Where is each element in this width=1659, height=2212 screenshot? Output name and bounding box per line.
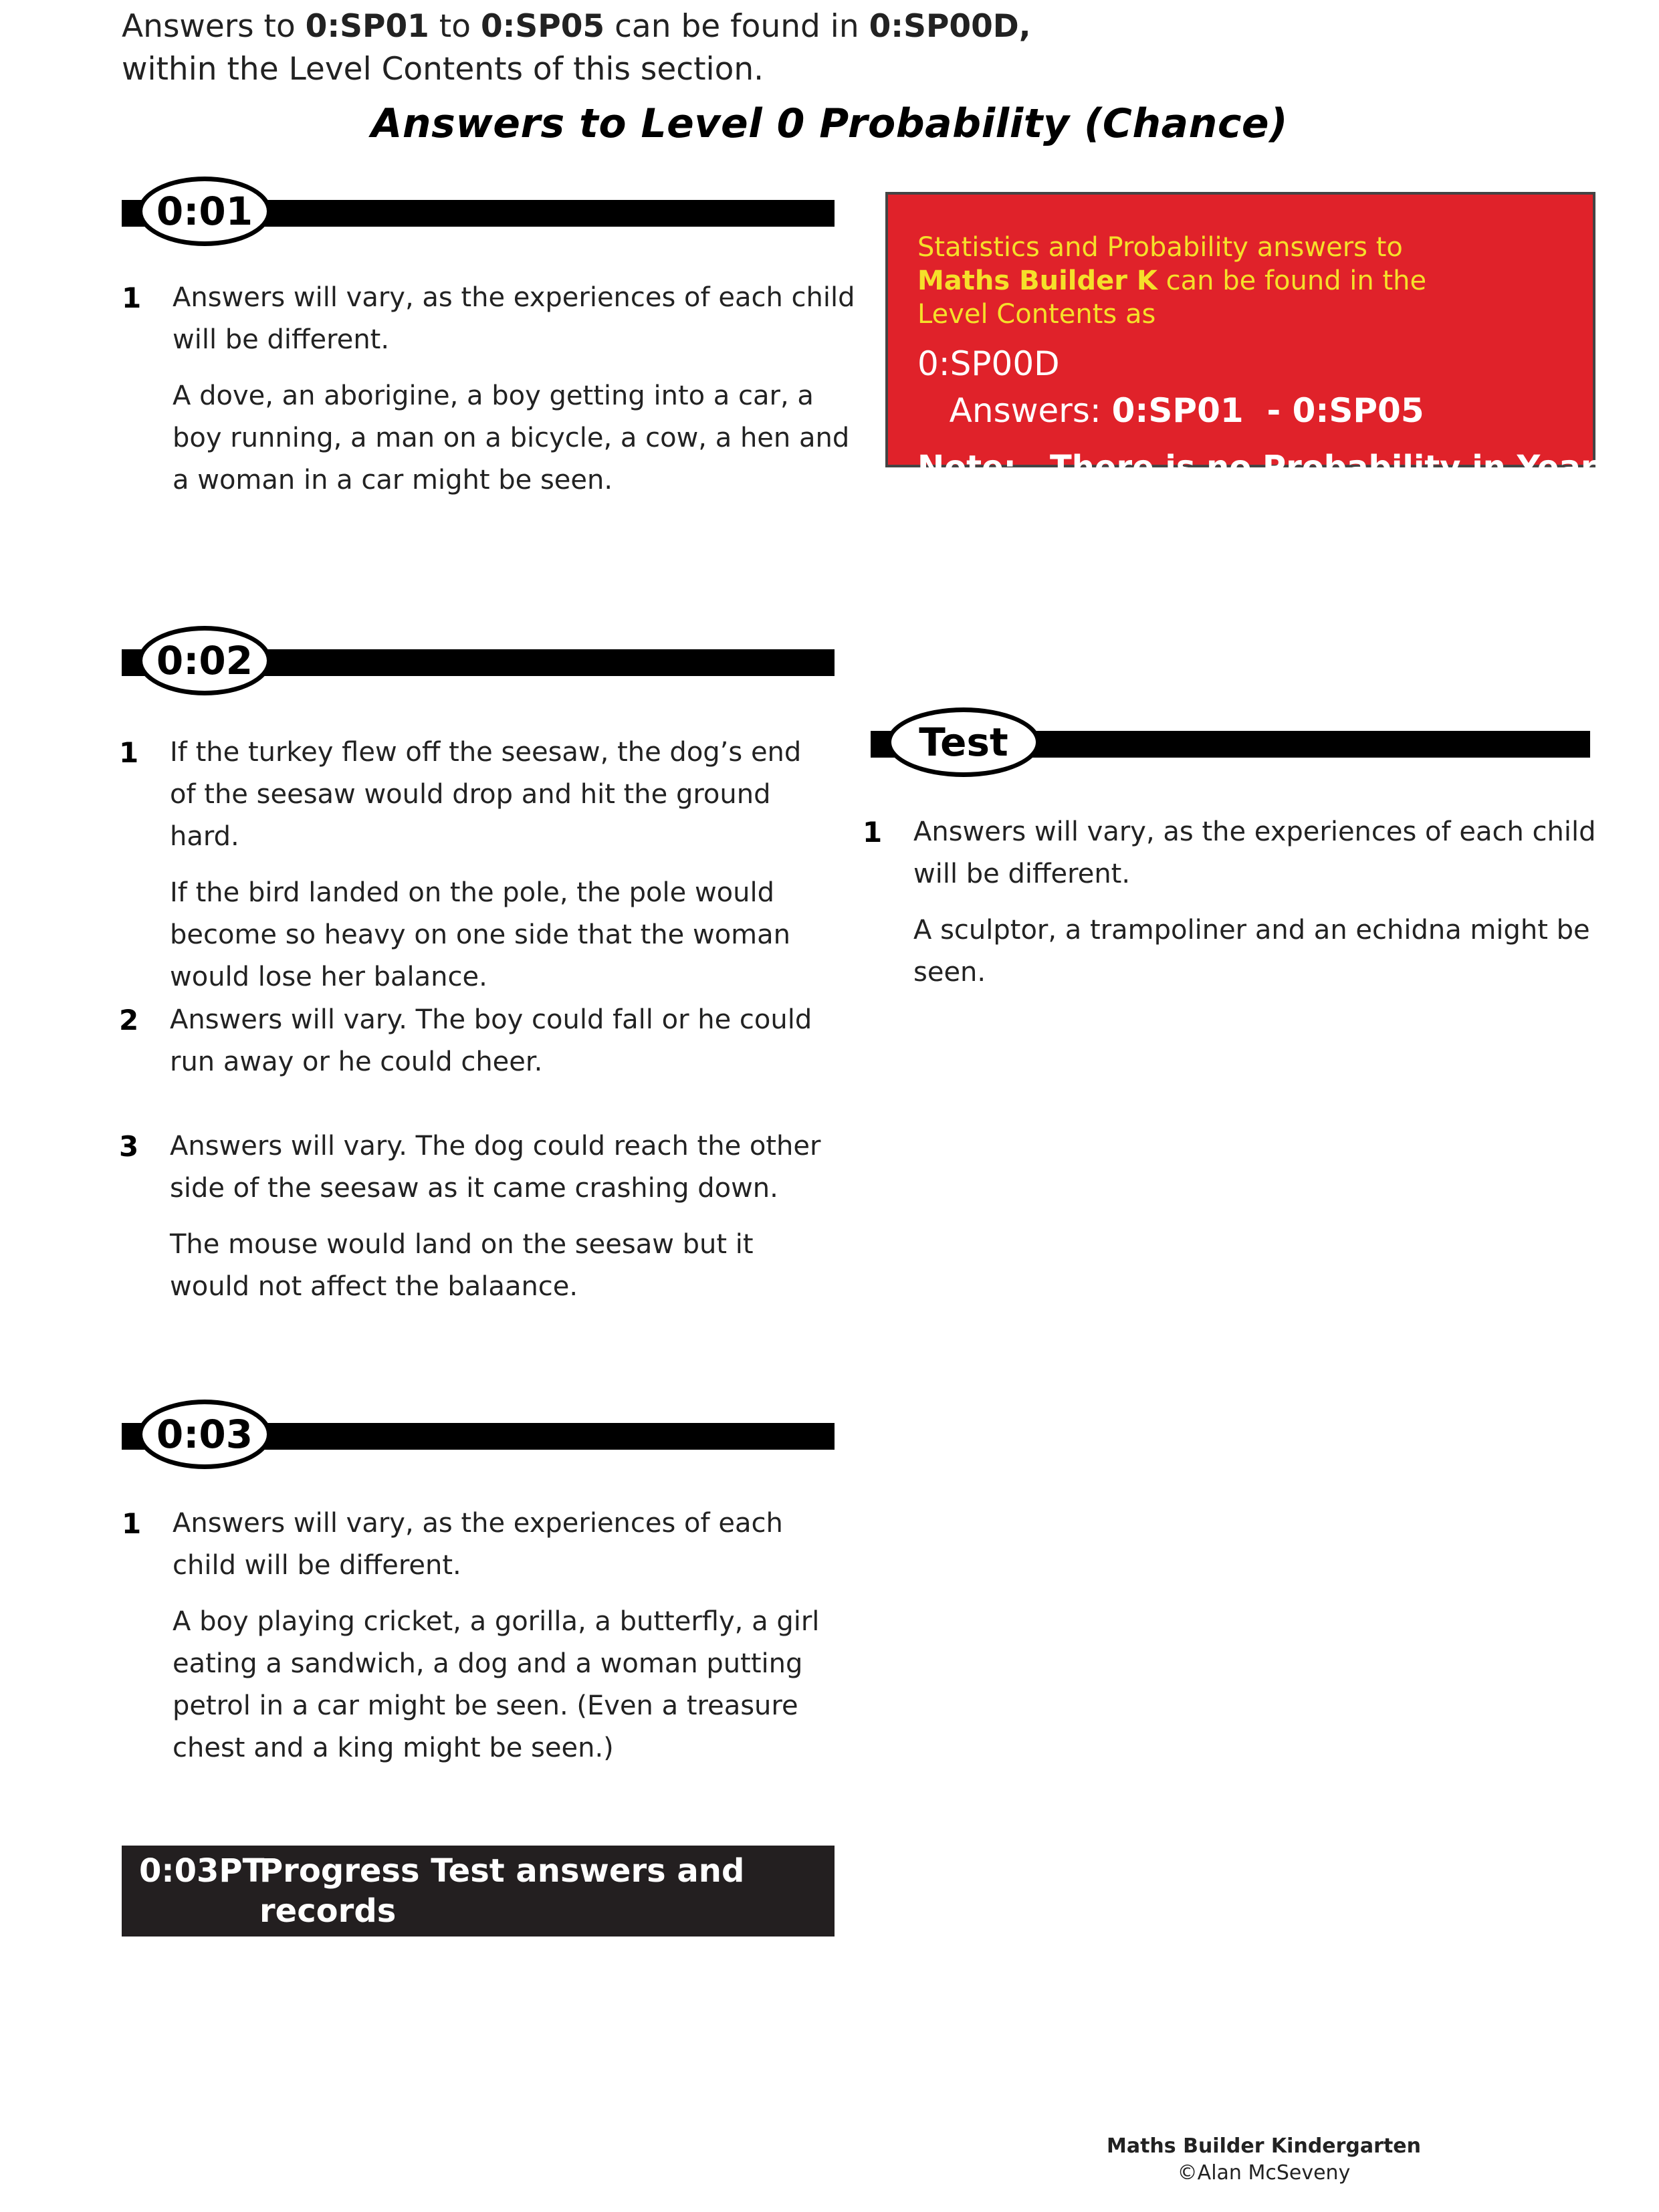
footer-copyright: ©Alan McSeveny (1177, 2161, 1351, 2185)
footer (1103, 2133, 1424, 2187)
section-label: Test (887, 707, 1040, 777)
intro-text (122, 5, 1031, 91)
question-number: 3 (119, 1130, 139, 1163)
answer-paragraph: Answers will vary. The boy could fall or he could run away or he could cheer. (170, 1004, 812, 1077)
question-number: 2 (119, 1004, 139, 1036)
answer-paragraph: Answers will vary, as the experiences of each child will be different. (913, 816, 1596, 889)
question-number: 1 (122, 1507, 142, 1540)
section-header-0-02 (122, 626, 835, 699)
answer-paragraph: The mouse would land on the seesaw but it would not affect the balaance. (170, 1229, 754, 1302)
section-label: 0:03 (138, 1400, 271, 1469)
section-label: 0:02 (138, 626, 271, 695)
answer-paragraph: A sculptor, a trampoliner and an echidna might be seen. (913, 915, 1590, 988)
answer-paragraph: Answers will vary. The dog could reach the other side of the seesaw as it came crashing down. (170, 1131, 821, 1204)
info-box (885, 192, 1645, 486)
info-box-note: Note: There is no Probability in Year K. (917, 449, 1645, 486)
answer-paragraph: If the bird landed on the pole, the pole would become so heavy on one side that the woman would lose her balance. (170, 877, 790, 992)
intro-line-1: Answers to 0:SP01 to 0:SP05 can be found in 0:SP00D, (122, 8, 1031, 45)
progress-test-code: 0:03PT (139, 1852, 265, 1890)
answer-paragraph: Answers will vary, as the experiences of each child will be different. (173, 282, 855, 355)
question-number: 1 (119, 736, 139, 769)
intro-line-2: within the Level Contents of this section. (122, 51, 764, 88)
book-name: Maths Builder K (917, 265, 1157, 296)
question-number: 1 (863, 816, 883, 849)
info-box-codes: 0:SP00D Answers: 0:SP01 - 0:SP05 (917, 344, 1424, 430)
footer-brand: Maths Builder Kindergarten (1106, 2134, 1421, 2158)
section-label: 0:01 (138, 177, 271, 246)
intro-code-c: 0:SP00D, (869, 8, 1031, 45)
intro-code-a: 0:SP01 (305, 8, 429, 45)
info-box-intro: Statistics and Probability answers to Maths Builder K can be found in the Level Contents as (917, 232, 1427, 330)
page-title: Answers to Level 0 Probability (Chance) (370, 100, 1289, 147)
answer-paragraph: Answers will vary, as the experiences of each child will be different. (173, 1508, 783, 1581)
intro-code-b: 0:SP05 (480, 8, 605, 45)
answer-paragraph: A dove, an aborigine, a boy getting into a car, a boy running, a man on a bicycle, a cow, a hen and a woman in a car might be seen. (173, 380, 850, 495)
progress-test-note: 0:03PT Progress Test answers and records are at the end of this section. (122, 1846, 835, 1937)
question-number: 1 (122, 282, 142, 314)
section-header-0-01 (122, 177, 835, 250)
section-header-0-03 (122, 1400, 835, 1473)
answer-paragraph: If the turkey flew off the seesaw, the dog’s end of the seesaw would drop and hit the ground hard. (170, 737, 802, 852)
section-header-test (871, 707, 1590, 781)
answer-paragraph: A boy playing cricket, a gorilla, a butterfly, a girl eating a sandwich, a dog and a woman putting petrol in a car might be seen. (Even a treasure chest and a king might be seen.) (173, 1606, 820, 1763)
